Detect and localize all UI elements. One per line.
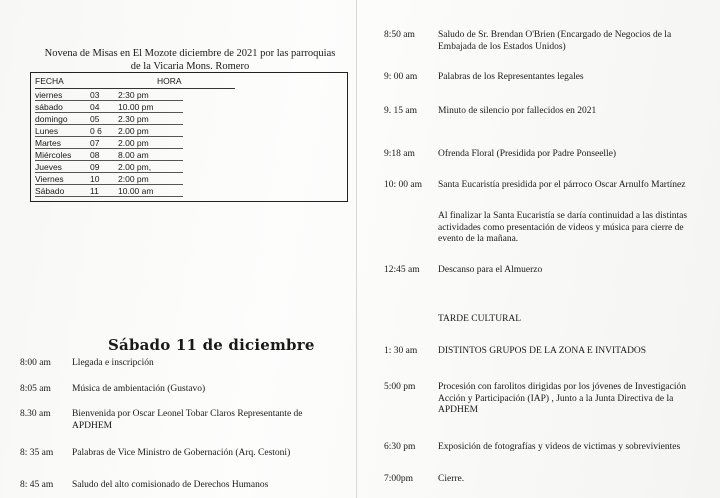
afternoon-section-title: TARDE CULTURAL	[438, 314, 522, 324]
item-time: 8:05 am	[20, 384, 51, 394]
header-underline	[35, 88, 235, 89]
mass-time: 8.00 am	[118, 150, 149, 160]
item-time: 9: 00 am	[384, 72, 418, 82]
mass-row	[35, 138, 185, 150]
right-column	[360, 0, 720, 498]
mass-time: 2.00 pm,	[118, 162, 152, 172]
mass-time: 10.00 am	[118, 186, 154, 196]
item-text: Descanso para el Almuerzo	[438, 265, 543, 275]
mass-date-number: 09	[90, 162, 100, 172]
program-item	[384, 265, 714, 277]
row-underline	[35, 124, 183, 125]
mass-row	[35, 174, 185, 186]
row-underline	[35, 136, 183, 137]
mass-time: 2:30 pm	[118, 90, 149, 100]
item-text: Santa Eucaristía presidida por el párroco Oscar Arnulfo Martínez	[438, 180, 686, 190]
item-time: 7:00pm	[384, 474, 414, 484]
row-underline	[35, 184, 183, 185]
program-item	[384, 30, 714, 54]
item-text: Exposición de fotografías y videos de victimas y sobrevivientes	[438, 442, 681, 452]
mass-row	[35, 150, 185, 162]
mass-day: Viernes	[35, 174, 64, 184]
row-underline	[35, 196, 183, 197]
program-item	[384, 106, 714, 118]
item-text: Saludo del alto comisionado de Derechos Humanos	[72, 480, 269, 490]
item-time: 6:30 pm	[384, 442, 416, 452]
item-time: 12:45 am	[384, 265, 420, 275]
header-date: FECHA	[35, 76, 64, 86]
program-item	[20, 409, 350, 433]
mass-day: sábado	[35, 102, 63, 112]
item-text: Música de ambientación (Gustavo)	[72, 384, 206, 394]
item-time: 9:18 am	[384, 149, 415, 159]
mass-time: 2.30 pm	[118, 114, 149, 124]
mass-row	[35, 114, 185, 126]
program-item	[384, 149, 714, 161]
row-underline	[35, 172, 183, 173]
item-text: Bienvenida por Oscar Leonel Tobar Claros Representante de APDHEM	[72, 409, 303, 431]
mass-day: Lunes	[35, 126, 59, 136]
mass-row	[35, 126, 185, 138]
mass-row	[35, 162, 185, 174]
item-time: 8: 45 am	[20, 480, 54, 490]
item-text: Palabras de los Representantes legales	[438, 72, 584, 82]
mass-day: Miércoles	[35, 150, 72, 160]
mass-date-number: 04	[90, 102, 100, 112]
item-text: Llegada e inscripción	[72, 358, 154, 368]
mass-date-number: 11	[90, 186, 99, 196]
item-time: 5:00 pm	[384, 382, 416, 392]
item-text: DISTINTOS GRUPOS DE LA ZONA E INVITADOS	[438, 346, 647, 356]
saturday-heading: Sábado 11 de diciembre	[108, 336, 315, 354]
item-text: Procesión con farolitos dirigidas por los jóvenes de Investigación Acción y Participación (IAP) , Junto a la Junta Directiva de la APDHEM	[438, 382, 687, 415]
mass-date-number: 07	[90, 138, 100, 148]
mass-day: Sábado	[35, 186, 65, 196]
mass-time: 2:00 pm	[118, 174, 149, 184]
row-underline	[35, 160, 183, 161]
item-time: 1: 30 am	[384, 346, 418, 356]
item-time: 8: 35 am	[20, 448, 54, 458]
program-item	[384, 180, 714, 192]
mass-time: 2.00 pm	[118, 126, 149, 136]
mass-row	[35, 186, 185, 198]
program-item	[20, 384, 350, 396]
item-text: Saludo de Sr. Brendan O'Brien (Encargado de Negocios de la Embajada de los Estados Unidos)	[438, 30, 672, 52]
program-item	[20, 480, 350, 492]
mass-row	[35, 102, 185, 114]
row-underline	[35, 148, 183, 149]
novena-title: Novena de Misas en El Mozote diciembre de 2021 por las parroquias de la Vicaria Mons. Romero	[44, 48, 336, 72]
program-item	[384, 474, 714, 486]
mass-date-number: 05	[90, 114, 100, 124]
program-item	[384, 382, 714, 418]
mass-time: 10.00 pm	[118, 102, 154, 112]
item-time: 8:50 am	[384, 30, 415, 40]
program-item	[20, 448, 350, 460]
item-text: Ofrenda Floral (Presidida por Padre Ponseelle)	[438, 149, 617, 159]
program-item	[384, 442, 714, 454]
program-item	[384, 72, 714, 84]
row-underline	[35, 112, 183, 113]
item-time: 8.30 am	[20, 409, 51, 419]
mass-time: 2.00 pm	[118, 138, 149, 148]
mass-day: viernes	[35, 90, 63, 100]
mass-day: Jueves	[35, 162, 62, 172]
item-time: 10: 00 am	[384, 180, 422, 190]
mass-day: Martes	[35, 138, 61, 148]
mass-date-number: 03	[90, 90, 100, 100]
item-text: Cierre.	[438, 474, 465, 484]
mass-date-number: 0 6	[90, 126, 102, 136]
item-text: Minuto de silencio por fallecidos en 2021	[438, 106, 597, 116]
program-item	[20, 358, 350, 370]
item-time: 8:00 am	[20, 358, 51, 368]
mass-day: domingo	[35, 114, 68, 124]
item-text: Palabras de Vice Ministro de Gobernación (Arq. Cestoni)	[72, 448, 291, 458]
header-time: HORA	[157, 76, 182, 86]
mass-date-number: 08	[90, 150, 100, 160]
row-underline	[35, 100, 183, 101]
mass-table-header	[35, 76, 235, 88]
mass-date-number: 10	[90, 174, 100, 184]
program-item	[384, 346, 714, 358]
program-note: Al finalizar la Santa Eucaristía se daría continuidad a las distintas actividades como presentación de videos y música para cierre de evento de la mañana.	[438, 211, 688, 244]
mass-row	[35, 90, 185, 102]
mass-schedule-table	[30, 72, 348, 202]
item-time: 9. 15 am	[384, 106, 417, 116]
